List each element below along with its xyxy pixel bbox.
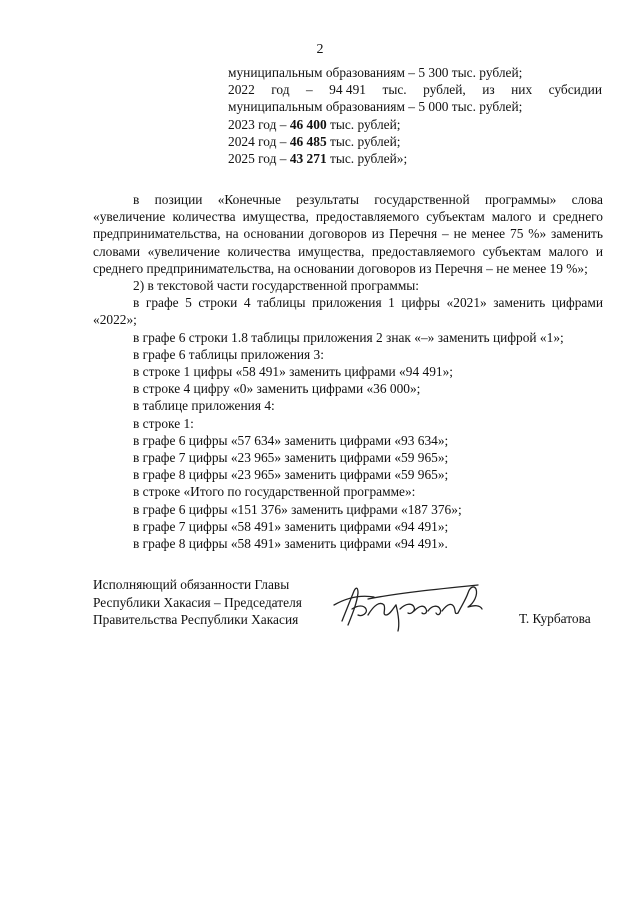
signatory-name: Т. Курбатова	[519, 611, 591, 626]
list-item: в строке 4 цифру «0» заменить цифрами «36 000»;	[133, 381, 421, 397]
list-item: в таблице приложения 4:	[133, 398, 275, 414]
funding-line-2025	[228, 150, 602, 167]
word: них	[511, 82, 533, 98]
word: тыс.	[382, 82, 407, 98]
handwritten-signature	[328, 575, 498, 635]
funding-line-2024	[228, 133, 602, 150]
amount-value: 43 271	[289, 151, 327, 167]
document-body	[93, 191, 603, 552]
word: –	[306, 82, 313, 98]
unit-label: тыс. рублей;	[326, 116, 401, 132]
word: год	[271, 82, 290, 98]
list-item: в графе 6 таблицы приложения 3:	[133, 346, 324, 362]
item-graph-5: в графе 5 строки 4 таблицы приложения 1 цифры «2021» заменить цифрами «2022»;	[93, 295, 603, 328]
funding-line-2022-municipal: муниципальным образованиям – 5 000 тыс. рублей;	[228, 99, 523, 115]
paragraph-final-results: в позиции «Конечные результаты государственной программы» слова «увеличение количества имущества, предоставляемого субъектам малого и среднего предпринимательства, на основании договоров из Перечня – не менее 75 %» заменить словами «увеличение количества имущества, предоставляемого субъектам малого и среднего предпринимательства, на основании договоров из Перечня – не менее 19 %»;	[93, 192, 603, 276]
word: рублей,	[423, 82, 466, 98]
year-label: 2024 год –	[228, 133, 290, 149]
amount-value: 46 485	[289, 133, 327, 149]
list-item: в строке 1 цифры «58 491» заменить цифрами «94 491»;	[133, 364, 453, 380]
funding-line-2023	[228, 116, 602, 133]
signatory-title-line: Правительства Республики Хакасия	[93, 612, 299, 628]
funding-block	[228, 64, 602, 167]
list-item: в строке 1:	[133, 415, 194, 431]
list-item: в графе 7 цифры «58 491» заменить цифрами «94 491»;	[133, 518, 449, 534]
list-item: в графе 6 строки 1.8 таблицы приложения 2 знак «–» заменить цифрой «1»;	[133, 329, 564, 345]
signatory-title-line: Исполняющий обязанности Главы	[93, 577, 290, 592]
list-item: в графе 6 цифры «57 634» заменить цифрами «93 634»;	[133, 432, 449, 448]
list-item: в графе 8 цифры «58 491» заменить цифрами «94 491».	[133, 536, 448, 552]
year-label: 2023 год –	[228, 116, 290, 132]
word: 2022	[228, 82, 255, 98]
page-number: 2	[316, 42, 324, 57]
unit-label: тыс. рублей»;	[326, 151, 408, 167]
year-label: 2025 год –	[228, 151, 290, 167]
item-2-heading: 2) в текстовой части государственной программы:	[133, 278, 420, 294]
word: из	[482, 82, 495, 98]
word: субсидии	[548, 82, 602, 98]
funding-line-2022	[228, 81, 602, 98]
list-item: в графе 7 цифры «23 965» заменить цифрами «59 965»;	[133, 450, 449, 466]
list-item: в строке «Итого по государственной программе»:	[133, 484, 416, 500]
word: 94 491	[329, 82, 366, 98]
list-item: в графе 8 цифры «23 965» заменить цифрами «59 965»;	[133, 467, 449, 483]
signatory-title-line: Республики Хакасия – Председателя	[93, 594, 302, 610]
amount-value: 46 400	[289, 116, 327, 132]
signatory-title	[93, 576, 302, 629]
list-item: в графе 6 цифры «151 376» заменить цифрами «187 376»;	[133, 501, 462, 517]
unit-label: тыс. рублей;	[326, 133, 401, 149]
funding-line-2021-municipal: муниципальным образованиям – 5 300 тыс. рублей;	[228, 65, 523, 80]
